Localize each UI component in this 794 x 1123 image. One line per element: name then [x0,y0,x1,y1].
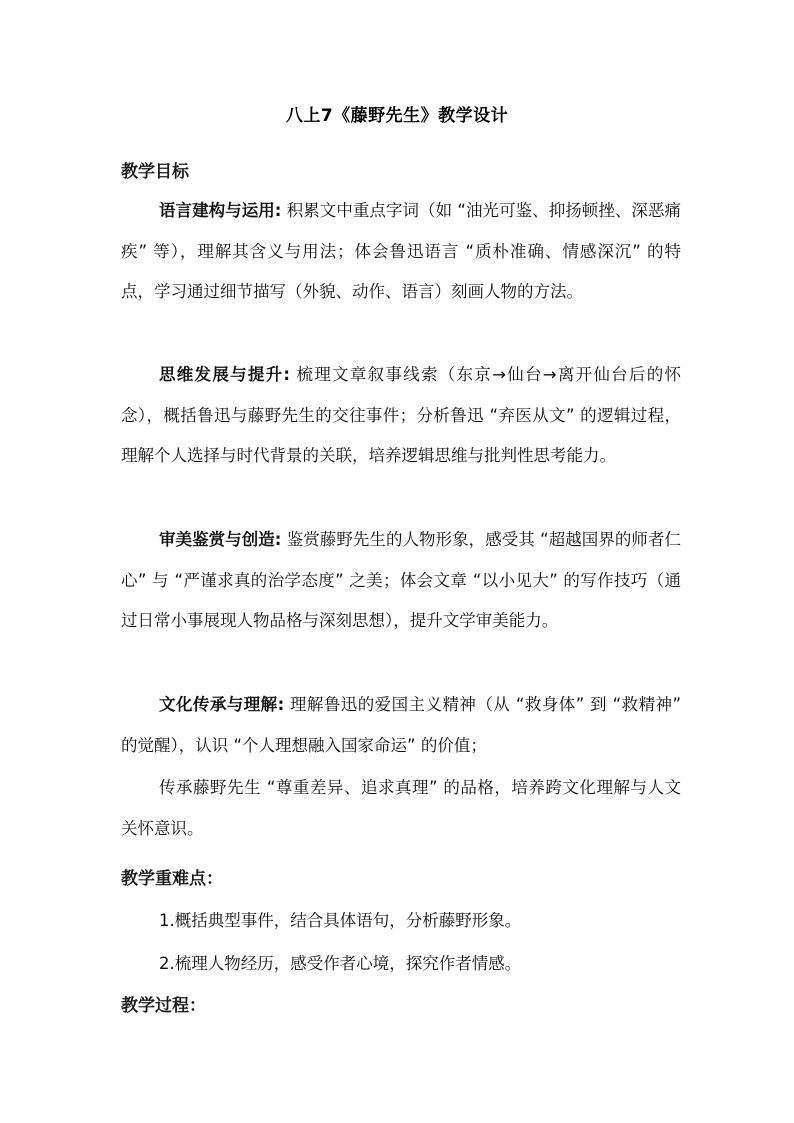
objective-culture-lead: 文化传承与理解: [159,695,285,714]
objective-aesthetic-text: 鉴赏藤野先生的人物形象，感受其 “超越国界的师者仁心” 与 “严谨求真的治学态度” 之美；体会文章 “以小见大” 的写作技巧（通过日常小事展现人物品格与深刻思想），提升文学审美能力。 [121,530,681,631]
objective-language [121,191,681,313]
objectives-heading: 教学目标 [121,162,189,182]
objective-culture [121,685,681,766]
objective-thinking-lead: 思维发展与提升: [159,365,291,384]
document-title: 八上7《藤野先生》教学设计 [285,106,509,126]
key-points-heading: 教学重难点： [121,869,223,889]
objective-aesthetic-lead: 审美鉴赏与创造: [159,530,282,549]
objective-thinking [121,355,681,477]
objective-thinking-text: 梳理文章叙事线索（东京→仙台→离开仙台后的怀念），概括鲁迅与藤野先生的交往事件；分析鲁迅 “弃医从文” 的逻辑过程，理解个人选择与时代背景的关联，培养逻辑思维与批判性思考能力。 [121,365,681,466]
objective-language-text: 积累文中重点字词（如 “油光可鉴、抑扬顿挫、深恶痛疾” 等），理解其含义与用法；体会鲁迅语言 “质朴准确、情感深沉” 的特点，学习通过细节描写（外貌、动作、语言）刻画人物的方法。 [121,201,681,302]
key-point-item: 1.概括典型事件，结合具体语句，分析藤野形象。 [159,911,522,930]
objective-culture-text: 理解鲁迅的爱国主义精神（从 “救身体” 到 “救精神” 的觉醒），认识 “个人理想融入国家命运” 的价值； [121,695,682,755]
process-heading: 教学过程： [121,996,206,1016]
objective-culture-continuation: 传承藤野先生 “尊重差异、追求真理” 的品格，培养跨文化理解与人文关怀意识。 [121,778,681,838]
objective-aesthetic [121,520,681,642]
objective-language-lead: 语言建构与运用: [159,201,282,220]
key-point-item: 2.梳理人物经历，感受作者心境，探究作者情感。 [159,954,522,973]
